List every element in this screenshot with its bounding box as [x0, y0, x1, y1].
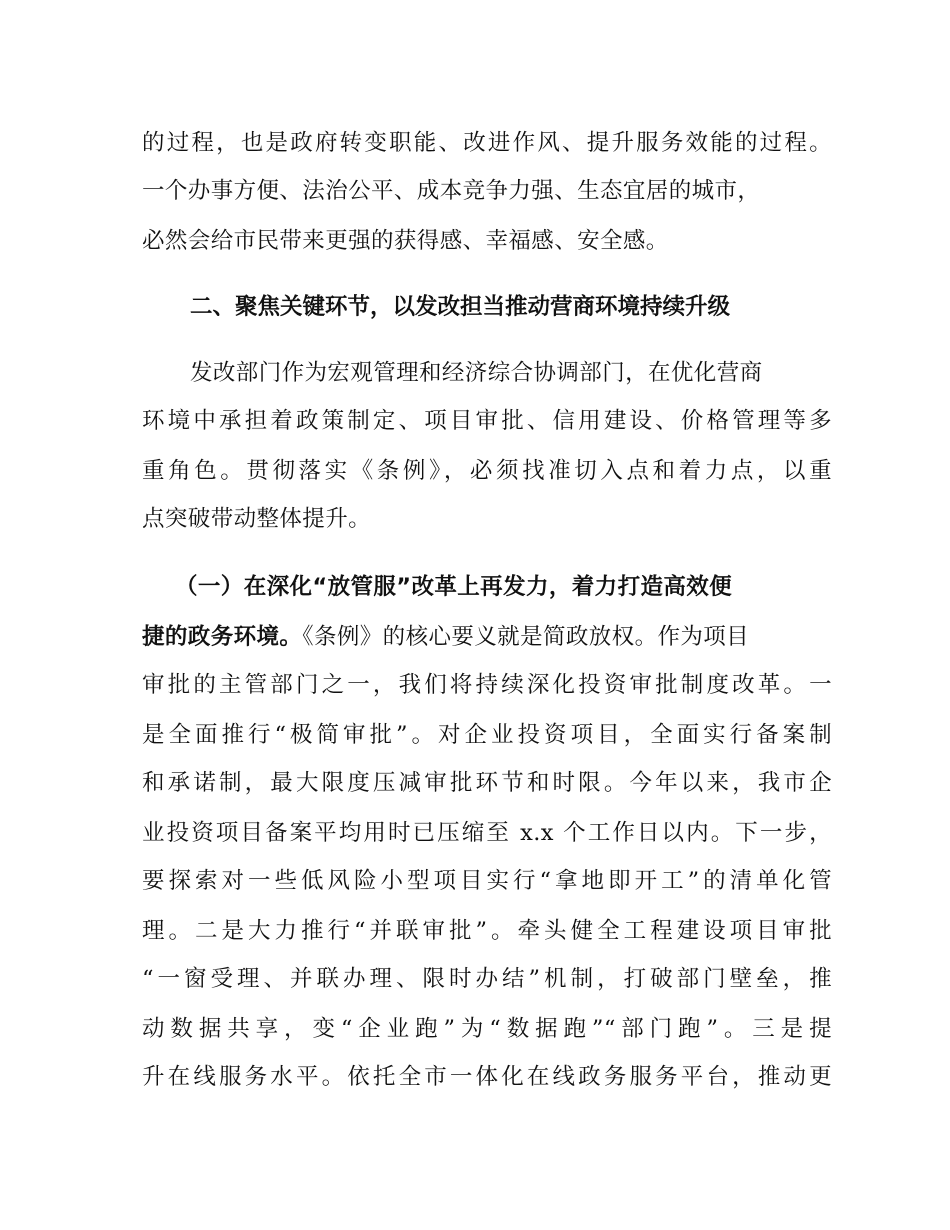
paragraph-text: 《条例》的核心要义就是简政放权。作为项目: [302, 624, 750, 650]
paragraph-line: 重角色。贯彻落实《条例》，必须找准切入点和着力点，以重: [142, 458, 832, 484]
paragraph-line: 一个办事方便、法治公平、成本竞争力强、生态宜居的城市，: [142, 178, 761, 204]
paragraph-line: 和承诺制，最大限度压减审批环节和时限。今年以来，我市企: [142, 770, 832, 796]
paragraph-line: 的过程，也是政府转变职能、改进作风、提升服务效能的过程。: [142, 130, 832, 156]
paragraph-line: 是全面推行“极简审批”。对企业投资项目，全面实行备案制: [142, 722, 832, 748]
paragraph-line: 理。二是大力推行“并联审批”。牵头健全工程建设项目审批: [142, 918, 832, 944]
paragraph-line: 动数据共享，变“企业跑”为“数据跑”“部门跑”。三是提: [142, 1016, 832, 1042]
paragraph-line: 发改部门作为宏观管理和经济综合协调部门，在优化营商: [190, 360, 763, 386]
subsection-heading-continued: 捷的政务环境。: [142, 624, 303, 650]
paragraph-line: 必然会给市民带来更强的获得感、幸福感、安全感。: [142, 228, 669, 254]
paragraph-line: [142, 620, 832, 654]
paragraph-line: “一窗受理、并联办理、限时办结”机制，打破部门壁垒，推: [142, 966, 832, 992]
paragraph-line: 审批的主管部门之一，我们将持续深化投资审批制度改革。一: [142, 672, 832, 698]
paragraph-line: 环境中承担着政策制定、项目审批、信用建设、价格管理等多: [142, 408, 832, 434]
paragraph-line: 业投资项目备案平均用时已压缩至 x.x 个工作日以内。下一步，: [142, 820, 832, 846]
section-heading: 二、聚焦关键环节，以发改担当推动营商环境持续升级: [190, 294, 731, 320]
subsection-heading: （一）在深化“放管服”改革上再发力，着力打造高效便: [175, 574, 733, 600]
paragraph-line: 升在线服务水平。依托全市一体化在线政务服务平台，推动更: [142, 1064, 832, 1090]
paragraph-line: 点突破带动整体提升。: [142, 506, 372, 532]
paragraph-line: 要探索对一些低风险小型项目实行“拿地即开工”的清单化管: [142, 868, 832, 894]
